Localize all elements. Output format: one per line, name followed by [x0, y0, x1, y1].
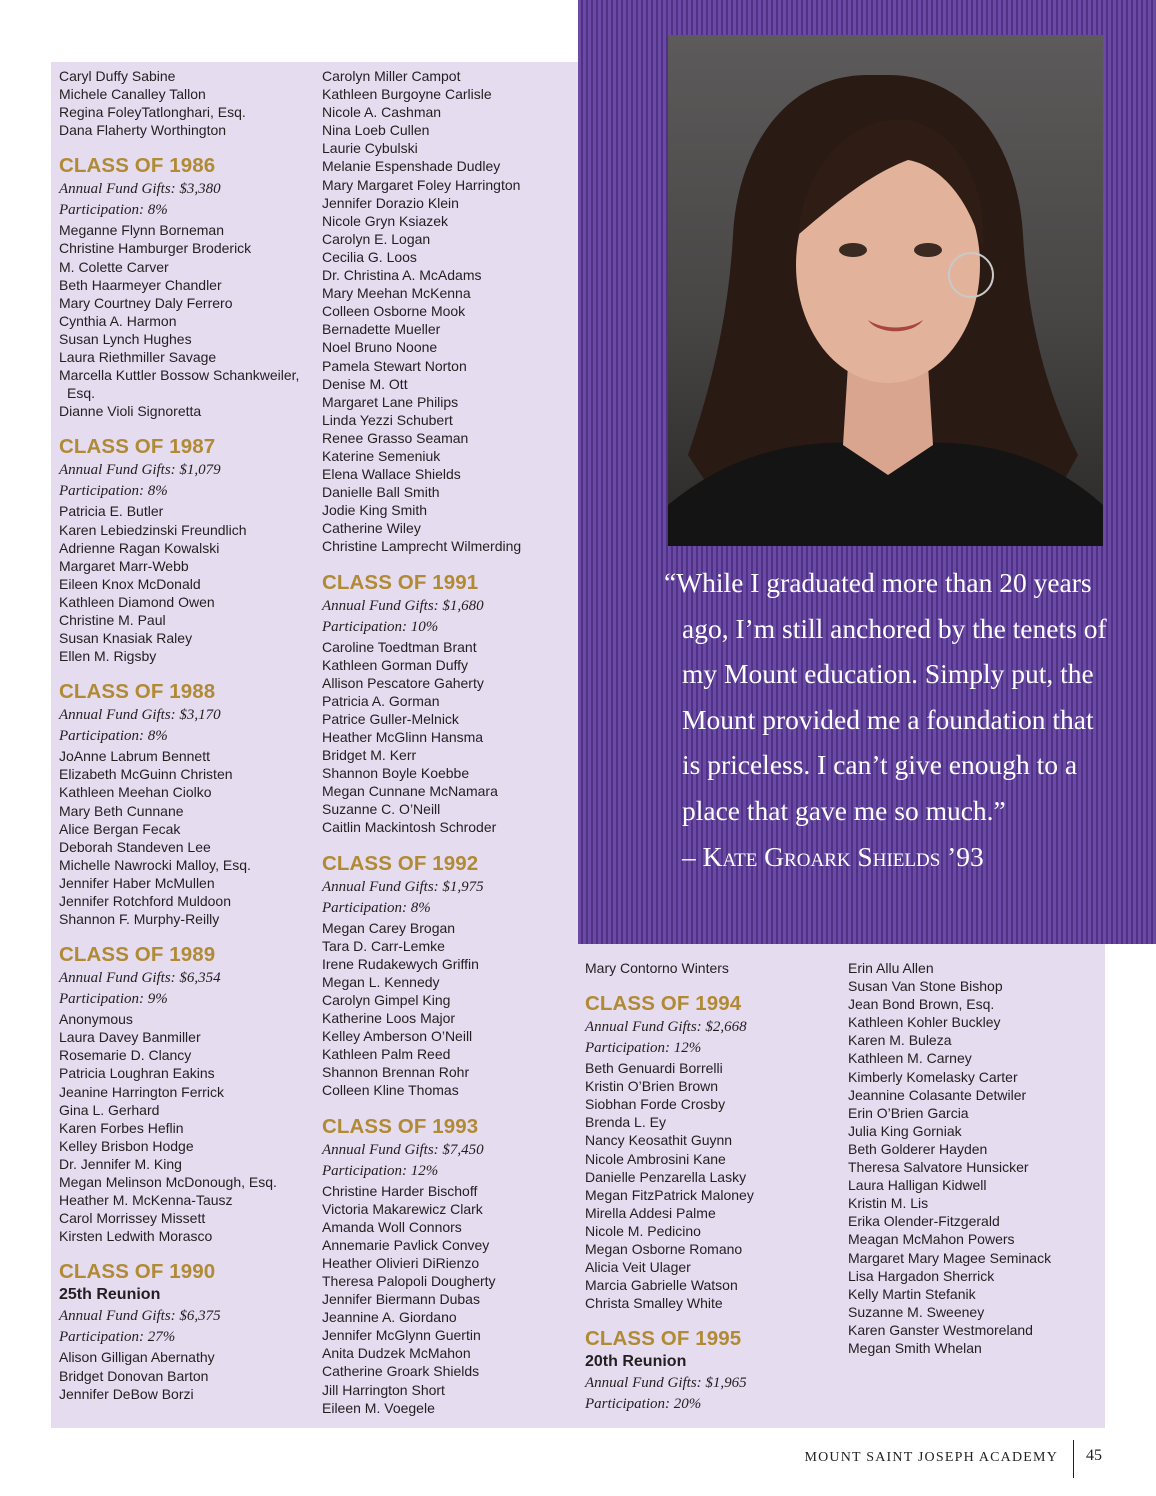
donor-name: Carolyn Gimpel King — [322, 991, 451, 1008]
donor-name: Shannon F. Murphy-Reilly — [59, 911, 220, 928]
participation: Participation: 8% — [59, 483, 168, 500]
reunion-label: 20th Reunion — [585, 1353, 687, 1371]
donor-name: Caryl Duffy Sabine — [59, 68, 176, 84]
donor-name: Theresa Palopoli Dougherty — [322, 1272, 496, 1289]
donor-name: Mary Margaret Foley Harrington — [322, 176, 521, 193]
donor-name: Marcia Gabrielle Watson — [585, 1277, 738, 1294]
quote-attribution: – Kate Groark Shields ’93 — [682, 840, 984, 872]
donor-name: Michelle Nawrocki Malloy, Esq. — [59, 856, 251, 873]
donor-name: Marcella Kuttler Bossow Schankweiler, Esq. — [59, 367, 300, 402]
donor-name: Elena Wallace Shields — [322, 466, 461, 483]
participation: Participation: 27% — [59, 1329, 176, 1346]
annual-fund-gifts: Annual Fund Gifts: $1,680 — [322, 597, 484, 614]
donor-name: Christine Harder Bischoff — [322, 1182, 478, 1199]
donor-name: Lisa Hargadon Sherrick — [848, 1267, 995, 1284]
donor-name: Mary Beth Cunnane — [59, 802, 184, 819]
participation: Participation: 20% — [585, 1396, 702, 1413]
donor-column-3 — [585, 959, 840, 1415]
donor-name: Carol Morrissey Missett — [59, 1210, 206, 1227]
donor-name: Deborah Standeven Lee — [59, 838, 211, 855]
class-heading: CLASS OF 1989 — [59, 943, 216, 967]
donor-name: Jennifer McGlynn Guertin — [322, 1327, 481, 1344]
donor-name: Susan Knasiak Raley — [59, 630, 193, 647]
donor-name: Erin Allu Allen — [848, 960, 934, 976]
annual-fund-gifts: Annual Fund Gifts: $6,375 — [59, 1308, 221, 1325]
donor-name: Beth Haarmeyer Chandler — [59, 276, 222, 293]
donor-name: Mirella Addesi Palme — [585, 1204, 716, 1221]
donor-name: Patricia E. Butler — [59, 503, 164, 520]
class-1989-section — [59, 942, 319, 1245]
donor-name: Susan Lynch Hughes — [59, 330, 192, 347]
donor-name: Jennifer Biermann Dubas — [322, 1291, 480, 1308]
donor-name: Bernadette Mueller — [322, 321, 441, 338]
annual-fund-gifts: Annual Fund Gifts: $1,975 — [322, 878, 484, 895]
donor-name: Allison Pescatore Gaherty — [322, 674, 484, 691]
donor-name: Caitlin Mackintosh Schroder — [322, 819, 497, 836]
donor-name: Kathleen Palm Reed — [322, 1046, 451, 1063]
donor-name: Catherine Wiley — [322, 520, 421, 537]
class-1993-section — [322, 1114, 572, 1417]
donor-name: Anonymous — [59, 1011, 133, 1028]
participation: Participation: 8% — [59, 202, 168, 219]
donor-name: Heather McGlinn Hansma — [322, 729, 484, 745]
class-1987-section — [59, 434, 319, 665]
donor-name: Erin O’Brien Garcia — [848, 1104, 969, 1121]
donor-name: Jennifer DeBow Borzi — [59, 1385, 194, 1402]
donor-name: Margaret Lane Philips — [322, 393, 459, 410]
donor-name: Nancy Keosathit Guynn — [585, 1132, 733, 1149]
class-heading: CLASS OF 1988 — [59, 680, 216, 704]
donor-name: Christine Lamprecht Wilmerding — [322, 538, 522, 555]
donor-name: Megan Osborne Romano — [585, 1241, 743, 1258]
donor-name: Jennifer Haber McMullen — [59, 874, 215, 891]
class-heading: CLASS OF 1992 — [322, 851, 479, 875]
donor-column-4 — [848, 959, 1103, 1357]
participation: Participation: 8% — [59, 728, 168, 745]
class-heading: CLASS OF 1990 — [59, 1260, 216, 1284]
donor-name: Elizabeth McGuinn Christen — [59, 766, 233, 783]
donor-name: Karen M. Buleza — [848, 1032, 952, 1049]
donor-name: Tara D. Carr-Lemke — [322, 937, 445, 954]
donor-name: Patrice Guller-Melnick — [322, 710, 459, 727]
donor-name: Susan Van Stone Bishop — [848, 978, 1003, 995]
donor-name: Gina L. Gerhard — [59, 1101, 160, 1118]
continued-names-list — [59, 67, 319, 139]
footer-divider — [1073, 1440, 1074, 1478]
donor-name: Suzanne M. Sweeney — [848, 1303, 985, 1320]
donor-name: Theresa Salvatore Hunsicker — [848, 1159, 1029, 1176]
annual-fund-gifts: Annual Fund Gifts: $6,354 — [59, 970, 221, 987]
donor-name: Beth Golderer Hayden — [848, 1140, 988, 1157]
donor-name: Katherine Loos Major — [322, 1010, 456, 1027]
donor-name: Ellen M. Rigsby — [59, 648, 157, 665]
donor-name: Victoria Makarewicz Clark — [322, 1200, 483, 1217]
class-1994-section — [585, 991, 840, 1312]
pull-quote — [664, 560, 1109, 879]
donor-name: Karen Ganster Westmoreland — [848, 1321, 1033, 1338]
donor-name: Annemarie Pavlick Convey — [322, 1236, 490, 1253]
donor-name: Kimberly Komelasky Carter — [848, 1068, 1018, 1085]
donor-name: Irene Rudakewych Griffin — [322, 955, 479, 972]
donor-name: Bridget Donovan Barton — [59, 1367, 209, 1384]
donor-name: Meagan McMahon Powers — [848, 1231, 1015, 1248]
donor-name: Jennifer Dorazio Klein — [322, 194, 459, 211]
donor-name: Carolyn Miller Campot — [322, 68, 461, 84]
donor-name: Kristin M. Lis — [848, 1195, 929, 1212]
donor-name: Carolyn E. Logan — [322, 230, 431, 247]
donor-name: Heather Olivieri DiRienzo — [322, 1254, 480, 1271]
donor-name: Christa Smalley White — [585, 1295, 723, 1312]
class-heading: CLASS OF 1991 — [322, 570, 479, 594]
donor-name: Nina Loeb Cullen — [322, 122, 430, 139]
donor-name: Shannon Brennan Rohr — [322, 1064, 470, 1081]
donor-name: Denise M. Ott — [322, 375, 408, 392]
donor-name: Kathleen Diamond Owen — [59, 593, 215, 610]
donor-name: Nicole M. Pedicino — [585, 1222, 701, 1239]
publication-name: MOUNT SAINT JOSEPH ACADEMY — [804, 1450, 1058, 1465]
donor-name: Laura Halligan Kidwell — [848, 1177, 987, 1194]
donor-name: Alice Bergan Fecak — [59, 820, 181, 837]
class-1995-section — [585, 1326, 840, 1415]
donor-name: Eileen Knox McDonald — [59, 575, 201, 592]
donor-name: Nicole Gryn Ksiazek — [322, 212, 449, 229]
class-1988-section — [59, 679, 319, 928]
donor-name: Colleen Osborne Mook — [322, 303, 466, 320]
donor-name: Catherine Groark Shields — [322, 1363, 480, 1380]
donor-name: Heather M. McKenna-Tausz — [59, 1192, 233, 1209]
donor-name: Pamela Stewart Norton — [322, 357, 467, 374]
reunion-label: 25th Reunion — [59, 1286, 161, 1304]
donor-name: Dana Flaherty Worthington — [59, 122, 227, 139]
donor-name: Jeannine Colasante Detwiler — [848, 1086, 1027, 1103]
continued-names-list — [585, 959, 840, 977]
donor-name: Megan Carey Brogan — [322, 919, 456, 936]
donor-name: Alicia Veit Ulager — [585, 1259, 691, 1276]
donor-name: Kathleen Meehan Ciolko — [59, 784, 212, 801]
donor-name: Danielle Ball Smith — [322, 484, 440, 501]
class-heading: CLASS OF 1995 — [585, 1327, 742, 1351]
donor-name: Karen Forbes Heflin — [59, 1119, 184, 1136]
class-heading: CLASS OF 1993 — [322, 1114, 479, 1138]
donor-name: Cynthia A. Harmon — [59, 312, 177, 329]
class-heading: CLASS OF 1994 — [585, 992, 742, 1016]
annual-fund-gifts: Annual Fund Gifts: $3,170 — [59, 707, 221, 724]
donor-name: Jennifer Rotchford Muldoon — [59, 893, 231, 909]
donor-name: Suzanne C. O’Neill — [322, 801, 441, 818]
donor-name: Jodie King Smith — [322, 502, 428, 519]
donor-name: Erika Olender-Fitzgerald — [848, 1213, 1000, 1230]
donor-name: Jeanine Harrington Ferrick — [59, 1083, 224, 1100]
donor-name: Kristin O’Brien Brown — [585, 1078, 719, 1095]
donor-name: Nicole Ambrosini Kane — [585, 1150, 726, 1167]
continued-names-list — [322, 67, 572, 556]
donor-name: Mary Meehan McKenna — [322, 285, 471, 302]
annual-fund-gifts: Annual Fund Gifts: $1,079 — [59, 462, 221, 479]
donor-name: Kathleen M. Carney — [848, 1050, 972, 1067]
class-1990-section — [59, 1259, 319, 1402]
donor-name: Adrienne Ragan Kowalski — [59, 539, 220, 556]
class-1992-section — [322, 851, 572, 1100]
donor-name: Megan Smith Whelan — [848, 1339, 982, 1356]
donor-name: Jeannine A. Giordano — [322, 1309, 457, 1326]
donor-name: Dianne Violi Signoretta — [59, 403, 202, 420]
donor-name: Patricia A. Gorman — [322, 692, 440, 709]
donor-name: Mary Courtney Daly Ferrero — [59, 294, 233, 311]
donor-name: Megan L. Kennedy — [322, 973, 440, 990]
donor-name: Bridget M. Kerr — [322, 747, 417, 764]
donor-name: Meganne Flynn Borneman — [59, 222, 224, 239]
donor-name: Beth Genuardi Borrelli — [585, 1060, 723, 1077]
donor-name: Caroline Toedtman Brant — [322, 638, 477, 655]
donor-name: Kirsten Ledwith Morasco — [59, 1228, 213, 1245]
participation: Participation: 8% — [322, 899, 431, 916]
annual-fund-gifts: Annual Fund Gifts: $7,450 — [322, 1141, 484, 1158]
donor-name: Alison Gilligan Abernathy — [59, 1349, 215, 1366]
donor-name: Kathleen Gorman Duffy — [322, 656, 469, 673]
class-heading: CLASS OF 1986 — [59, 154, 216, 178]
donor-name: Amanda Woll Connors — [322, 1218, 462, 1235]
donor-name: Margaret Mary Magee Seminack — [848, 1249, 1052, 1266]
donor-name: Megan FitzPatrick Maloney — [585, 1186, 754, 1203]
donor-name: Laura Davey Banmiller — [59, 1029, 201, 1046]
class-heading: CLASS OF 1987 — [59, 435, 216, 459]
portrait-photo — [668, 35, 1103, 546]
donor-name: Siobhan Forde Crosby — [585, 1096, 726, 1113]
donor-name: M. Colette Carver — [59, 258, 169, 275]
donor-name: Colleen Kline Thomas — [322, 1082, 459, 1099]
donor-name: Kelly Martin Stefanik — [848, 1285, 976, 1302]
donor-name: Regina FoleyTatlonghari, Esq. — [59, 104, 246, 121]
donor-name: Renee Grasso Seaman — [322, 429, 469, 446]
participation: Participation: 10% — [322, 618, 439, 635]
donor-name: Rosemarie D. Clancy — [59, 1047, 192, 1064]
donor-name: Christine M. Paul — [59, 611, 166, 628]
donor-name: Cecilia G. Loos — [322, 248, 417, 265]
donor-name: Mary Contorno Winters — [585, 960, 729, 976]
donor-name: JoAnne Labrum Bennett — [59, 748, 210, 765]
participation: Participation: 9% — [59, 991, 168, 1008]
donor-name: Michele Canalley Tallon — [59, 86, 206, 103]
donor-name: Margaret Marr-Webb — [59, 557, 189, 574]
class-1986-section — [59, 153, 319, 420]
donor-name: Shannon Boyle Koebbe — [322, 765, 470, 782]
donor-column-2 — [322, 67, 572, 1417]
donor-name: Kelley Brisbon Hodge — [59, 1137, 194, 1154]
donor-name: Eileen M. Voegele — [322, 1399, 435, 1416]
donor-name: Linda Yezzi Schubert — [322, 411, 453, 428]
donor-name: Melanie Espenshade Dudley — [322, 158, 501, 175]
donor-name: Jean Bond Brown, Esq. — [848, 996, 995, 1013]
donor-name: Kathleen Burgoyne Carlisle — [322, 86, 492, 103]
donor-name: Nicole A. Cashman — [322, 104, 442, 121]
donor-name: Megan Cunnane McNamara — [322, 783, 498, 800]
donor-name: Dr. Christina A. McAdams — [322, 267, 482, 284]
donor-name: Dr. Jennifer M. King — [59, 1155, 182, 1172]
annual-fund-gifts: Annual Fund Gifts: $2,668 — [585, 1019, 747, 1036]
donor-name: Laura Riethmiller Savage — [59, 349, 217, 366]
participation: Participation: 12% — [322, 1162, 439, 1179]
class-1991-section — [322, 570, 572, 837]
donor-name: Julia King Gorniak — [848, 1122, 962, 1139]
donor-name: Danielle Penzarella Lasky — [585, 1168, 747, 1185]
donor-name: Brenda L. Ey — [585, 1114, 666, 1131]
donor-name: Laurie Cybulski — [322, 140, 418, 157]
donor-name: Anita Dudzek McMahon — [322, 1345, 471, 1362]
donor-name: Katerine Semeniuk — [322, 447, 441, 464]
donor-name: Noel Bruno Noone — [322, 339, 438, 356]
annual-fund-gifts: Annual Fund Gifts: $1,965 — [585, 1375, 747, 1392]
page-number: 45 — [1086, 1447, 1102, 1464]
donor-name: Jill Harrington Short — [322, 1381, 445, 1398]
participation: Participation: 12% — [585, 1040, 702, 1057]
donor-name: Kelley Amberson O’Neill — [322, 1028, 473, 1045]
quote-text: “While I graduated more than 20 years ago, I’m still anchored by the tenets of my Mount education. Simply put, the Mount provided me a foundation that is priceless. I can’t give enough to a place that gave me so much.” — [664, 567, 1107, 826]
donor-column-1 — [59, 67, 319, 1403]
annual-fund-gifts: Annual Fund Gifts: $3,380 — [59, 181, 221, 198]
donor-name: Christine Hamburger Broderick — [59, 240, 252, 257]
donor-name: Kathleen Kohler Buckley — [848, 1014, 1001, 1031]
donor-name: Patricia Loughran Eakins — [59, 1065, 215, 1082]
donor-name: Megan Melinson McDonough, Esq. — [59, 1174, 277, 1191]
donor-name: Karen Lebiedzinski Freundlich — [59, 521, 247, 538]
